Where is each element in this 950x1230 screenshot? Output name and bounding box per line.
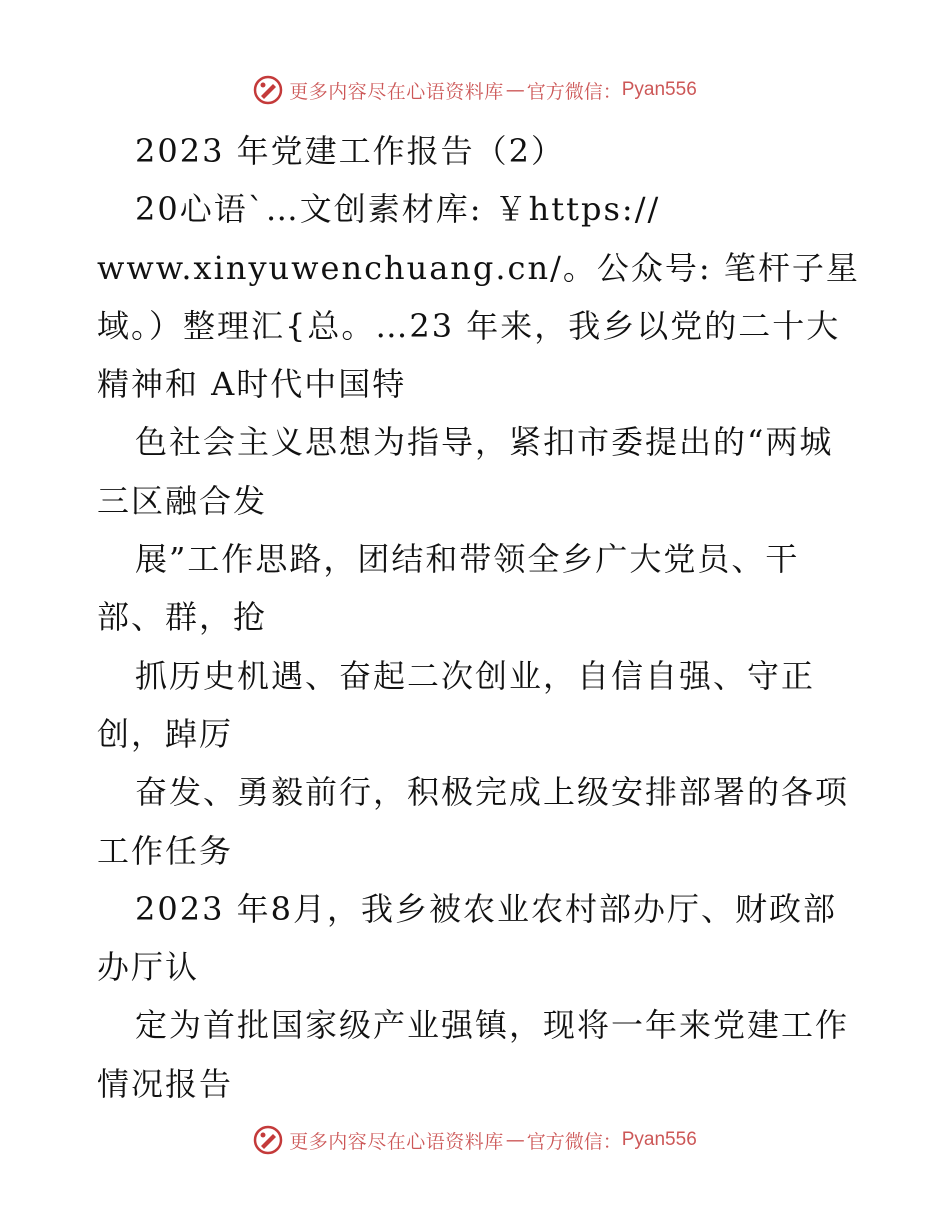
watermark-label: 官方微信： — [526, 80, 622, 103]
doc-line: 情况报告 — [97, 1064, 234, 1103]
watermark-id: Pyan556 — [621, 1129, 697, 1150]
doc-line: 20心语`…文创素材库: ￥https:// — [135, 190, 661, 229]
doc-line: 色社会主义思想为指导，紧扣市委提出的“两城 — [135, 423, 834, 462]
watermark-footer — [0, 1120, 950, 1160]
doc-line: 三区融合发 — [97, 481, 268, 520]
doc-line: 2023 年8月，我乡被农业农村部办厅、财政部 — [135, 889, 837, 928]
seal-logo-icon — [253, 1125, 283, 1155]
seal-logo-icon — [253, 75, 283, 105]
doc-line: 工作任务 — [97, 831, 234, 870]
watermark-id: Pyan556 — [621, 79, 697, 100]
watermark-dash: — — [505, 79, 525, 101]
watermark-text: 更多内容尽在心语资料库 — [289, 80, 504, 103]
doc-line: 办厅认 — [97, 948, 200, 987]
doc-line: 定为首批国家级产业强镇，现将一年来党建工作 — [135, 1006, 850, 1045]
doc-line: 抓历史机遇、奋起二次创业，自信自强、守正 — [135, 656, 816, 695]
doc-line: 奋发、勇毅前行，积极完成上级安排部署的各项 — [135, 773, 850, 812]
doc-line: 创，踔厉 — [97, 714, 234, 753]
doc-line: 展”工作思路，团结和带领全乡广大党员、干 — [135, 540, 800, 579]
doc-line: www.xinyuwenchuang.cn/。公众号: 笔杆子星 — [97, 248, 860, 287]
document-body — [97, 122, 860, 1113]
watermark-label: 官方微信： — [526, 1130, 622, 1153]
doc-line: 域。）整理汇{总。…23 年来，我乡以党的二十大 — [97, 306, 841, 345]
watermark-dash: — — [505, 1129, 525, 1151]
doc-line: 精神和 A时代中国特 — [97, 365, 407, 404]
watermark-text: 更多内容尽在心语资料库 — [289, 1130, 504, 1153]
watermark-header — [0, 70, 950, 110]
doc-line: 部、群，抢 — [97, 598, 268, 637]
doc-title: 2023 年党建工作报告（2） — [135, 132, 565, 170]
